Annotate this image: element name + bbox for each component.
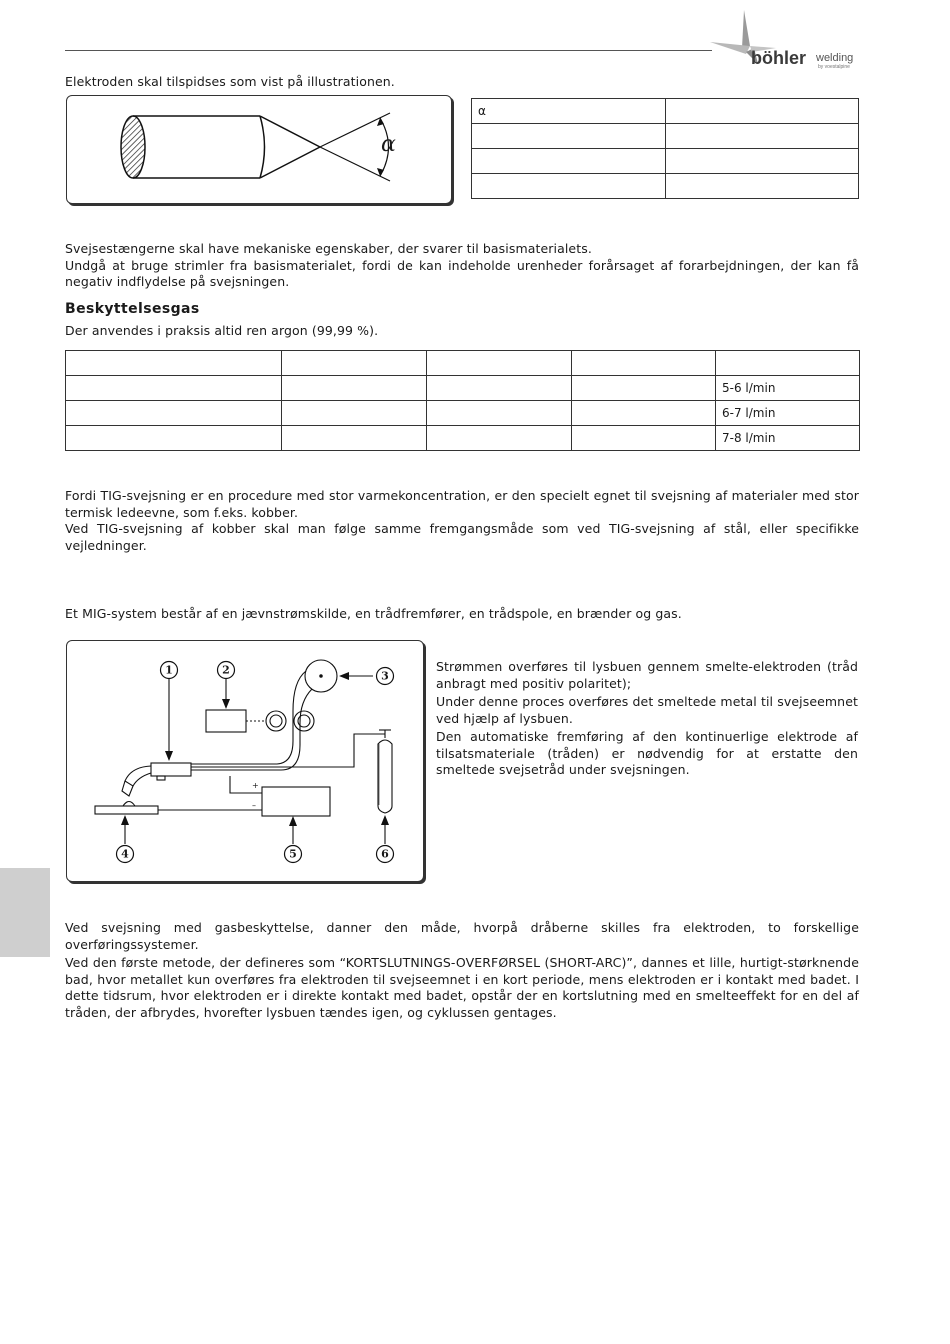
header-rule [65,50,712,51]
table-cell [666,99,859,124]
table-cell [427,351,572,376]
table-cell: 6-7 l/min [716,401,860,426]
paragraph: Under denne proces overføres det smeltede metal til svejseemnet ved hjælp af lysbuen. [436,694,858,726]
table-cell [472,149,666,174]
callout-6: 6 [381,847,389,861]
table-row [472,124,859,149]
table-row [472,174,859,199]
logo-tagline: by voestalpine [818,64,850,70]
paragraph: Ved svejsning med gasbeskyttelse, danner den måde, hvorpå dråberne skilles fra elektroden, to forskellige overføringssystemer. [65,920,859,952]
table-cell [66,376,282,401]
intro-line: Elektroden skal tilspidses som vist på illustrationen. [65,74,395,89]
table-cell [666,149,859,174]
table-row [66,401,860,426]
callout-5: 5 [289,847,297,861]
angle-alpha-label: α [381,132,396,157]
table-cell [716,351,860,376]
table-cell [66,351,282,376]
table-cell [282,426,427,451]
table-cell [572,401,716,426]
section-heading: Beskyttelsesgas [65,301,200,317]
table-row [66,376,860,401]
table-cell [66,401,282,426]
table-row [66,351,860,376]
plus-terminal: + [252,781,259,790]
mig-diagram [66,640,424,882]
brand-logo [706,8,866,78]
paragraph: Ved den første metode, der defineres som “KORTSLUTNINGS-OVERFØRSEL (SHORT-ARC)”, dannes et lille, hurtigt-størknende bad, hvor metallet kun overføres fra elektroden til svejseemnet i en kort periode, mens elektroden er i kontakt med badet. I dette tidsrum, hvor elektroden er i direkte kontakt med badet, opstår der en kortslutning med en smelteeffekt for en del af tråden, der afbrydes, hvorefter lysbuen tændes igen, og cyklussen gentages. [65,955,859,1020]
logo-main: böhler [751,48,807,68]
table-cell [572,351,716,376]
paragraph: Den automatiske fremføring af den kontinuerlige elektrode af tilsatsmateriale (tråden) er nødvendig for at erstatte den smeltede svejsetråd under svejsningen. [436,729,858,777]
table-cell [572,376,716,401]
side-tab [0,868,50,957]
table-cell [427,426,572,451]
logo-suffix: welding [816,52,854,64]
table-cell [572,426,716,451]
table-cell [666,124,859,149]
table-cell: 7-8 l/min [716,426,860,451]
transfer-text [65,920,859,1021]
table-cell: α [472,99,666,124]
table-cell [427,376,572,401]
table-cell [472,124,666,149]
table-cell [282,376,427,401]
paragraph: Fordi TIG-svejsning er en procedure med stor varmekoncentration, er den specielt egnet til svejsning af materialer med stor termisk ledeevne, som f.eks. kobber. [65,488,859,520]
copper-text [65,488,859,554]
callout-3: 3 [381,669,389,683]
paragraph: Strømmen overføres til lysbuen gennem smelte-elektroden (tråd anbragt med positiv polaritet); [436,659,858,691]
callout-4: 4 [121,847,129,861]
table-cell [427,401,572,426]
minus-terminal: – [252,801,256,810]
electrode-figure [66,95,452,204]
filler-text [65,241,859,291]
mig-text [436,659,858,779]
alpha-table [471,98,859,199]
mig-schematic [67,641,423,881]
mig-intro: Et MIG-system består af en jævnstrømskilde, en trådfremfører, en trådspole, en brænder og gas. [65,606,682,621]
table-row [472,99,859,124]
callout-2: 2 [222,663,230,677]
table-cell: 5-6 l/min [716,376,860,401]
table-row [66,426,860,451]
paragraph: Undgå at bruge strimler fra basismaterialet, fordi de kan indeholde urenheder forårsaget af forarbejdningen, der kan få negativ indflydelse på svejsningen. [65,257,859,289]
table-cell [472,174,666,199]
paragraph: Svejsestængerne skal have mekaniske egenskaber, der svarer til basismaterialets. [65,241,592,256]
callout-1: 1 [165,663,173,677]
gas-text: Der anvendes i praksis altid ren argon (99,99 %). [65,323,379,338]
table-cell [666,174,859,199]
gas-flow-table [65,350,860,451]
table-cell [282,351,427,376]
paragraph: Ved TIG-svejsning af kobber skal man følge samme fremgangsmåde som ved TIG-svejsning af stål, eller specifikke vejledninger. [65,521,859,553]
table-row [472,149,859,174]
table-cell [282,401,427,426]
table-cell [66,426,282,451]
